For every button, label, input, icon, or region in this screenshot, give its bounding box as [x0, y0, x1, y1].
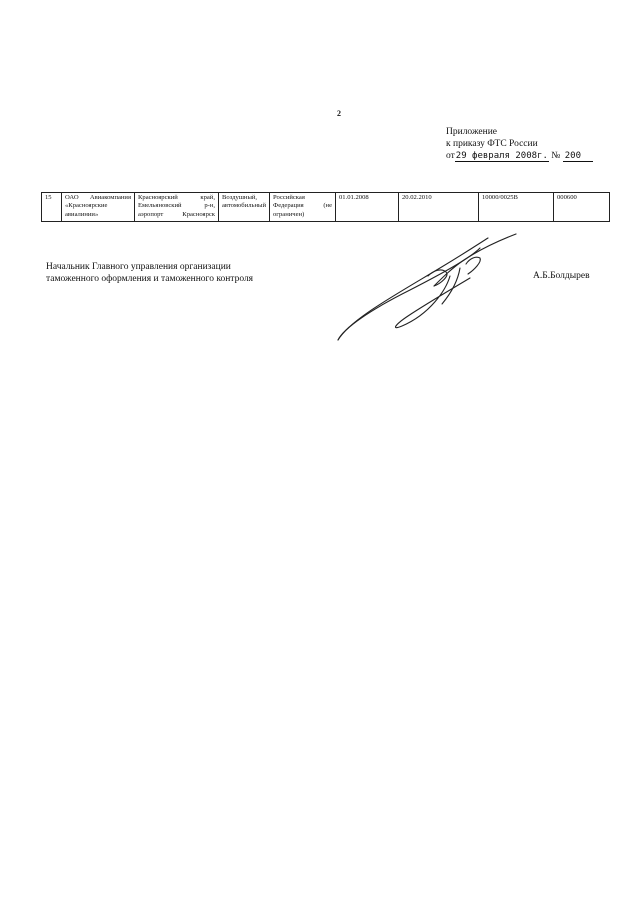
- registry-table: [41, 192, 610, 222]
- cell-date-from: 01.01.2008: [336, 193, 399, 222]
- cell-date-to: 20.02.2010: [399, 193, 479, 222]
- number-prefix: №: [551, 151, 561, 161]
- appendix-header: [446, 126, 616, 162]
- signatory-name: А.Б.Болдырев: [533, 271, 590, 281]
- cell-code: 10000/0025В: [479, 193, 554, 222]
- cell-territory: Российская Федерация (не ограничен): [270, 193, 336, 222]
- order-date: 29 февраля 2008г.: [455, 151, 548, 161]
- cell-number: 15: [42, 193, 62, 222]
- date-prefix: от: [446, 151, 455, 161]
- cell-location: Красноярский край, Емельяновский р-н, аэропорт Красноярск: [135, 193, 219, 222]
- cell-organization: ОАО Авиакомпания «Красноярские авиалинии»: [62, 193, 135, 222]
- signatory-title: [46, 261, 346, 285]
- appendix-order-line: к приказу ФТС России: [446, 139, 538, 149]
- signatory-title-line2: таможенного оформления и таможенного контроля: [46, 274, 254, 284]
- order-number: 200: [563, 151, 593, 162]
- table-row: [42, 193, 610, 222]
- handwritten-signature: [330, 228, 525, 346]
- appendix-date-line: [446, 150, 616, 162]
- cell-certificate-number: 000600: [554, 193, 610, 222]
- signatory-title-line1: Начальник Главного управления организации: [46, 262, 231, 272]
- page-number: 2: [337, 109, 341, 118]
- cell-transport: Воздушный, автомобильный: [219, 193, 270, 222]
- appendix-title: Приложение: [446, 127, 497, 137]
